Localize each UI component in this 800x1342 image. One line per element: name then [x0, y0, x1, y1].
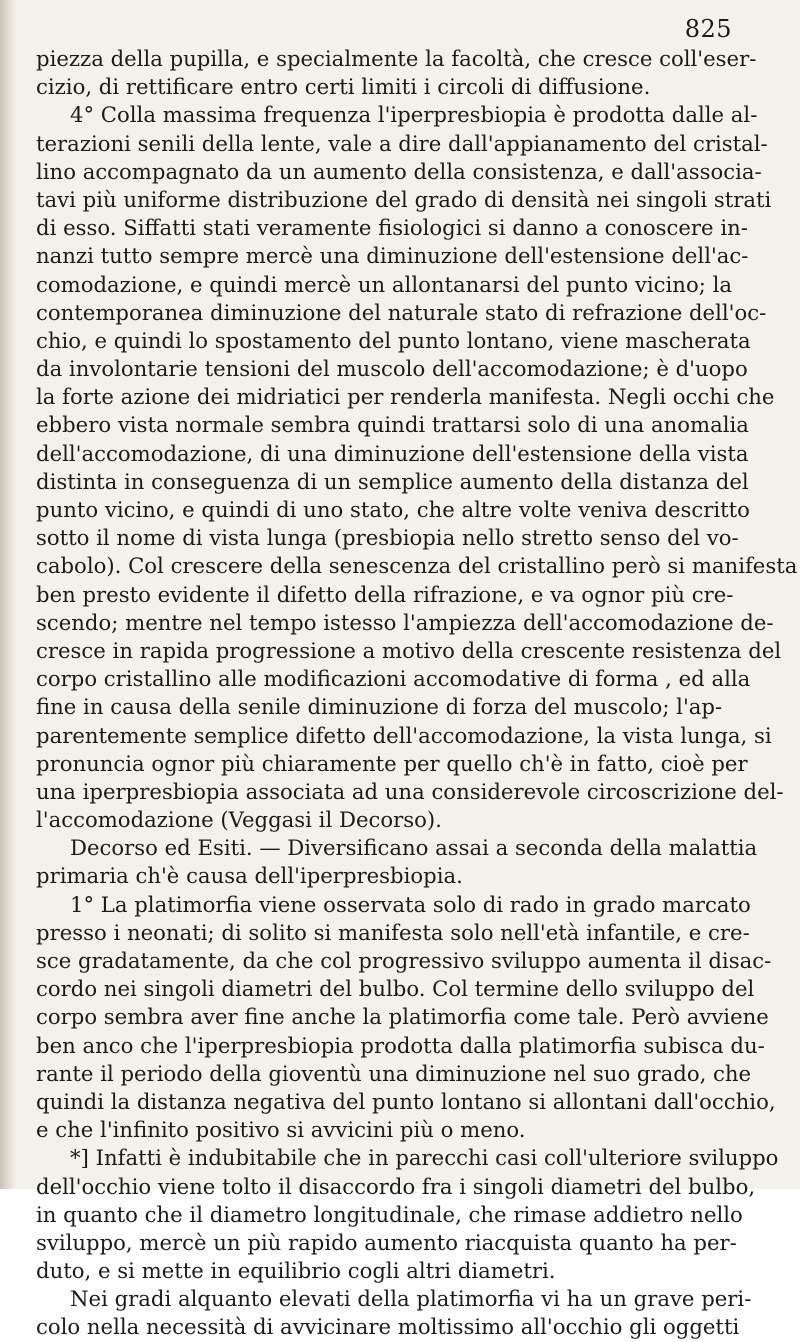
- text-line: ben anco che l'iperpresbiopia prodotta dalla platimorfia subisca du-: [36, 1032, 765, 1058]
- page-number: 825: [684, 15, 732, 43]
- text-line: 4° Colla massima frequenza l'iperpresbiopia è prodotta dalle al-: [70, 102, 758, 128]
- text-line: tavi più uniforme distribuzione del grado di densità nei singoli strati: [36, 186, 772, 212]
- text-line: *] Infatti è indubitabile che in parecchi casi coll'ulteriore sviluppo: [70, 1145, 779, 1171]
- text-line: terazioni senili della lente, vale a dire dall'appianamento del cristal-: [36, 130, 768, 156]
- text-line: dell'accomodazione, di una diminuzione dell'estensione della vista: [36, 440, 749, 466]
- text-line: duto, e si mette in equilibrio cogli altri diametri.: [36, 1258, 556, 1284]
- text-line: cresce in rapida progressione a motivo della crescente resistenza del: [36, 637, 782, 663]
- text-line: scendo; mentre nel tempo istesso l'ampiezza dell'accomodazione de-: [36, 609, 774, 635]
- text-line: nanzi tutto sempre mercè una diminuzione dell'estensione dell'ac-: [36, 243, 749, 269]
- text-line: pronuncia ognor più chiaramente per quello ch'è in fatto, cioè per: [36, 750, 748, 776]
- text-line: sviluppo, mercè un più rapido aumento riacquista quanto ha per-: [36, 1229, 737, 1255]
- text-line: presso i neonati; di solito si manifesta solo nell'età infantile, e cre-: [36, 919, 750, 945]
- text-line: piezza della pupilla, e specialmente la facoltà, che cresce coll'eser-: [36, 46, 757, 71]
- text-line: 1° La platimorfia viene osservata solo di rado in grado marcato: [70, 891, 751, 917]
- text-line: la forte azione dei midriatici per renderla manifesta. Negli occhi che: [36, 384, 775, 410]
- text-line: parentemente semplice difetto dell'accomodazione, la vista lunga, si: [36, 722, 772, 748]
- text-line: primaria ch'è causa dell'iperpresbiopia.: [36, 863, 463, 889]
- text-line: sotto il nome di vista lunga (presbiopia nello stretto senso del vo-: [36, 525, 739, 551]
- text-line: comodazione, e quindi mercè un allontanarsi del punto vicino; la: [36, 271, 732, 297]
- text-line: Nei gradi alquanto elevati della platimorfia vi ha un grave peri-: [70, 1286, 752, 1312]
- text-line: colo nella necessità di avvicinare moltissimo all'occhio gli oggetti: [36, 1314, 740, 1340]
- text-line: corpo cristallino alle modificazioni accomodative di forma , ed alla: [36, 666, 751, 692]
- text-line: distinta in conseguenza di un semplice aumento della distanza del: [36, 468, 749, 494]
- text-line: e che l'infinito positivo si avvicini più o meno.: [36, 1117, 526, 1143]
- body-text: [36, 45, 798, 1342]
- text-line: l'accomodazione (Veggasi il Decorso).: [36, 807, 442, 833]
- text-line: una iperpresbiopia associata ad una considerevole circoscrizione del-: [36, 778, 784, 804]
- text-line: di esso. Siffatti stati veramente fisiologici si danno a conoscere in-: [36, 215, 748, 241]
- text-line: corpo sembra aver fine anche la platimorfia come tale. Però avviene: [36, 1004, 769, 1030]
- text-line: chio, e quindi lo spostamento del punto lontano, viene mascherata: [36, 327, 751, 353]
- text-line: quindi la distanza negativa del punto lontano si allontani dall'occhio,: [36, 1088, 776, 1114]
- text-line: cordo nei singoli diametri del bulbo. Col termine dello sviluppo del: [36, 976, 755, 1002]
- text-line: cizio, di rettificare entro certi limiti i circoli di diffusione.: [36, 74, 651, 100]
- text-line: da involontarie tensioni del muscolo dell'accomodazione; è d'uopo: [36, 356, 748, 382]
- text-line: rante il periodo della gioventù una diminuzione nel suo grado, che: [36, 1060, 752, 1086]
- text-line: punto vicino, e quindi di uno stato, che altre volte veniva descritto: [36, 497, 750, 522]
- text-line: dell'occhio viene tolto il disaccordo fra i singoli diametri del bulbo,: [36, 1173, 756, 1199]
- text-line: in quanto che il diametro longitudinale, che rimase addietro nello: [36, 1201, 743, 1227]
- text-line: lino accompagnato da un aumento della consistenza, e dall'associa-: [36, 158, 762, 184]
- text-line: contemporanea diminuzione del naturale stato di refrazione dell'oc-: [36, 299, 767, 325]
- text-line: ben presto evidente il difetto della rifrazione, e va ognor più cre-: [36, 581, 734, 607]
- text-line: ebbero vista normale sembra quindi trattarsi solo di una anomalia: [36, 412, 749, 438]
- text-line: fine in causa della senile diminuzione di forza del muscolo; l'ap-: [36, 694, 723, 720]
- text-line: Decorso ed Esiti. — Diversificano assai a seconda della malattia: [70, 835, 758, 861]
- page-gutter-shadow: [0, 0, 16, 1189]
- text-line: sce gradatamente, da che col progressivo sviluppo aumenta il disac-: [36, 948, 772, 973]
- text-line: cabolo). Col crescere della senescenza del cristallino però si manifesta: [36, 553, 798, 579]
